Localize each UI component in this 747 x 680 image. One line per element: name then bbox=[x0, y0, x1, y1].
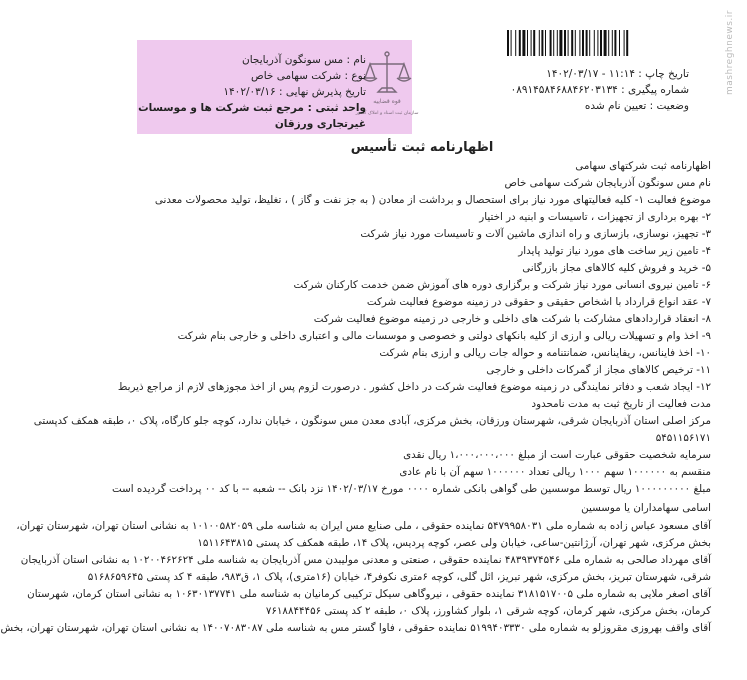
body-line: بخش مرکزی، شهر تهران، آرژانتین-ساعی، خیابان ولی عصر، کوچه پردیس، پلاک ۱۴، طبقه همکف کد پستی ۱۵۱۱۶۴۳۸۱۵ bbox=[197, 537, 711, 549]
body-line: ۱۲- ایجاد شعب و دفاتر نمایندگی در زمینه موضوع فعالیت شرکت در داخل کشور . درصورت لزوم پس از اخذ مجوزهای لازم از مراجع ذیربط bbox=[117, 381, 711, 393]
emblem-caption: سازمان ثبت اسناد و املاک کشور bbox=[355, 111, 419, 116]
watermark: mashreghnews.ir bbox=[725, 10, 735, 95]
registry-header-box bbox=[137, 40, 419, 134]
body-line: آقای واقف بهروزی مقروزلو به شماره ملی ۵۱۹۹۴۰۳۳۳۰ نماینده حقوقی ، فاوا گستر مس به شناسه ملی ۱۴۰۰۷۰۸۳۰۸۷ به نشانی استان تهران، شهرستان تهران، بخش bbox=[0, 622, 711, 634]
company-name: نام : مس سونگون آذربایجان bbox=[242, 54, 366, 66]
status-text: وضعیت : تعیین نام شده bbox=[584, 100, 689, 112]
barcode bbox=[507, 30, 717, 56]
body-line: ۱۱- ترخیص کالاهای مجاز از گمرکات داخلی و خارجی bbox=[486, 364, 711, 376]
body-line: ۴- تامین زیر ساخت های مورد نیاز تولید پایدار bbox=[518, 245, 711, 257]
body-line: اظهارنامه ثبت شرکتهای سهامی bbox=[575, 160, 711, 172]
body-line: شرقی، شهرستان تبریز، بخش مرکزی، شهر تبریز، ائل گلی، کوچه ۶متری نکوفر۴، خیابان (۱۶متری)، پلاک ۱، ق۹۸۳، طبقه ۴ کد پستی ۵۱۶۸۶۵۹۶۴۵ bbox=[87, 571, 711, 583]
body-line: ۲- بهره برداری از تجهیزات ، تاسیسات و ابنیه در اختیار bbox=[479, 211, 711, 223]
body-line: منقسم به ۱۰۰۰۰۰۰ سهم ۱۰۰۰ ریالی تعداد ۱۰۰۰۰۰۰ سهم آن با نام عادی bbox=[399, 466, 711, 478]
body-line: آقای مهرداد صالحی به شماره ملی ۴۸۳۹۳۷۴۵۴۶ نماینده حقوقی ، صنعتی و معدنی مولیبدن مس آذربایجان به شناسه ملی ۱۰۲۰۰۴۶۲۶۲۴ به نشانی استان آذربایجان bbox=[20, 554, 711, 566]
body-line: آقای اصغر ملایی به شماره ملی ۳۱۸۱۵۱۷۰۰۵ نماینده حقوقی ، نیروگاهی سیکل ترکیبی کرمانیان به شناسه ملی ۱۰۶۳۰۱۳۷۷۴۱ به نشانی استان کرمان، شهرستان bbox=[27, 588, 711, 600]
body-line: سرمایه شخصیت حقوقی عبارت است از مبلغ ۱،۰۰۰،۰۰۰،۰۰۰ ریال نقدی bbox=[403, 449, 711, 461]
company-type: نوع : شرکت سهامی خاص bbox=[251, 70, 366, 82]
tracking-number: شماره پیگیری : ۰۸۹۱۴۵۸۴۶۸۸۴۶۲۰۳۱۳۴ bbox=[510, 84, 689, 96]
body-line: مدت فعالیت از تاریخ ثبت به مدت نامحدود bbox=[531, 398, 711, 410]
body-line: ۱۰- اخذ فاینانس، ریفاینانس، ضمانتنامه و حواله جات ریالی و ارزی بنام شرکت bbox=[379, 347, 711, 359]
document-title: اظهارنامه ثبت تأسیس bbox=[350, 140, 494, 155]
body-line: کرمان، بخش مرکزی، شهر کرمان، کوچه شرقی ۱، بلوار کشاورز، پلاک ۰، طبقه ۲ کد پستی ۷۶۱۸۸۴۴۴۵۶ bbox=[265, 605, 711, 617]
body-line: ۶- تامین نیروی انسانی مورد نیاز شرکت و برگزاری دوره های آموزش ضمن خدمت کارکنان شرکت bbox=[293, 279, 711, 291]
postal-code: ۵۴۵۱۱۵۶۱۷۱ bbox=[655, 432, 711, 444]
accept-date: تاریخ پذیرش نهایی : ۱۴۰۲/۰۳/۱۶ bbox=[223, 86, 366, 98]
body-line: ۸- انعقاد قراردادهای مشارکت با شرکت های داخلی و خارجی در زمینه موضوع فعالیت شرکت bbox=[313, 313, 711, 325]
body-line: ۷- عقد انواع قرارداد با اشخاص حقیقی و حقوقی در زمینه موضوع فعالیت شرکت bbox=[366, 296, 711, 308]
body-line: ۵- خرید و فروش کلیه کالاهای مجاز بازرگانی bbox=[522, 262, 711, 274]
body-line: ۹- اخذ وام و تسهیلات ریالی و ارزی از کلیه بانکهای دولتی و خصوصی و موسسات مالی و اعتباری داخلی و خارجی بنام شرکت bbox=[177, 330, 711, 342]
body-line: مرکز اصلی استان آذربایجان شرقی، شهرستان ورزقان، بخش مرکزی، آبادی معدن مس سونگون ، خیابان ندارد، کوچه جلو کارگاه، پلاک ۰، طبقه همکف کدپستی bbox=[33, 415, 711, 427]
print-date: تاریخ چاپ : ۱۱:۱۴ - ۱۴۰۲/۰۳/۱۷ bbox=[546, 68, 689, 80]
body-line: مبلغ ۱۰۰۰۰۰۰۰۰۰ ریال توسط موسسین طی گواهی بانکی شماره ۰۰۰۰ مورخ ۱۴۰۲/۰۳/۱۷ نزد بانک -- شعبه -- با کد ۰۰ پرداخت گردیده است bbox=[112, 483, 711, 495]
body-line: نام مس سونگون آذربایجان شرکت سهامی خاص bbox=[504, 177, 711, 189]
body-line: آقای مسعود عباس زاده به شماره ملی ۵۴۷۹۹۵۸۰۳۱ نماینده حقوقی ، ملی صنایع مس ایران به شناسه ملی ۱۰۱۰۰۵۸۲۰۵۹ به نشانی استان تهران، شهرستان تهران، bbox=[16, 520, 711, 532]
judiciary-emblem-icon bbox=[355, 48, 419, 118]
body-line: موضوع فعالیت ۱- کلیه فعالیتهای مورد نیاز برای استحصال و برداشت از معادن ( به جز نفت و گاز ) ، تغلیظ، تولید محصولات معدنی bbox=[154, 194, 711, 206]
registry-unit: واحد ثبتی : مرجع ثبت شرکت ها و موسسات غیرتجاری ورزقان bbox=[138, 102, 366, 130]
emblem-caption-top: قوه قضاییه bbox=[373, 98, 401, 105]
body-line: ۳- تجهیز، نوسازی، بازسازی و راه اندازی ماشین آلات و تاسیسات مورد نیاز شرکت bbox=[360, 228, 711, 240]
body-line: اسامی سهامداران یا موسسین bbox=[581, 502, 711, 514]
